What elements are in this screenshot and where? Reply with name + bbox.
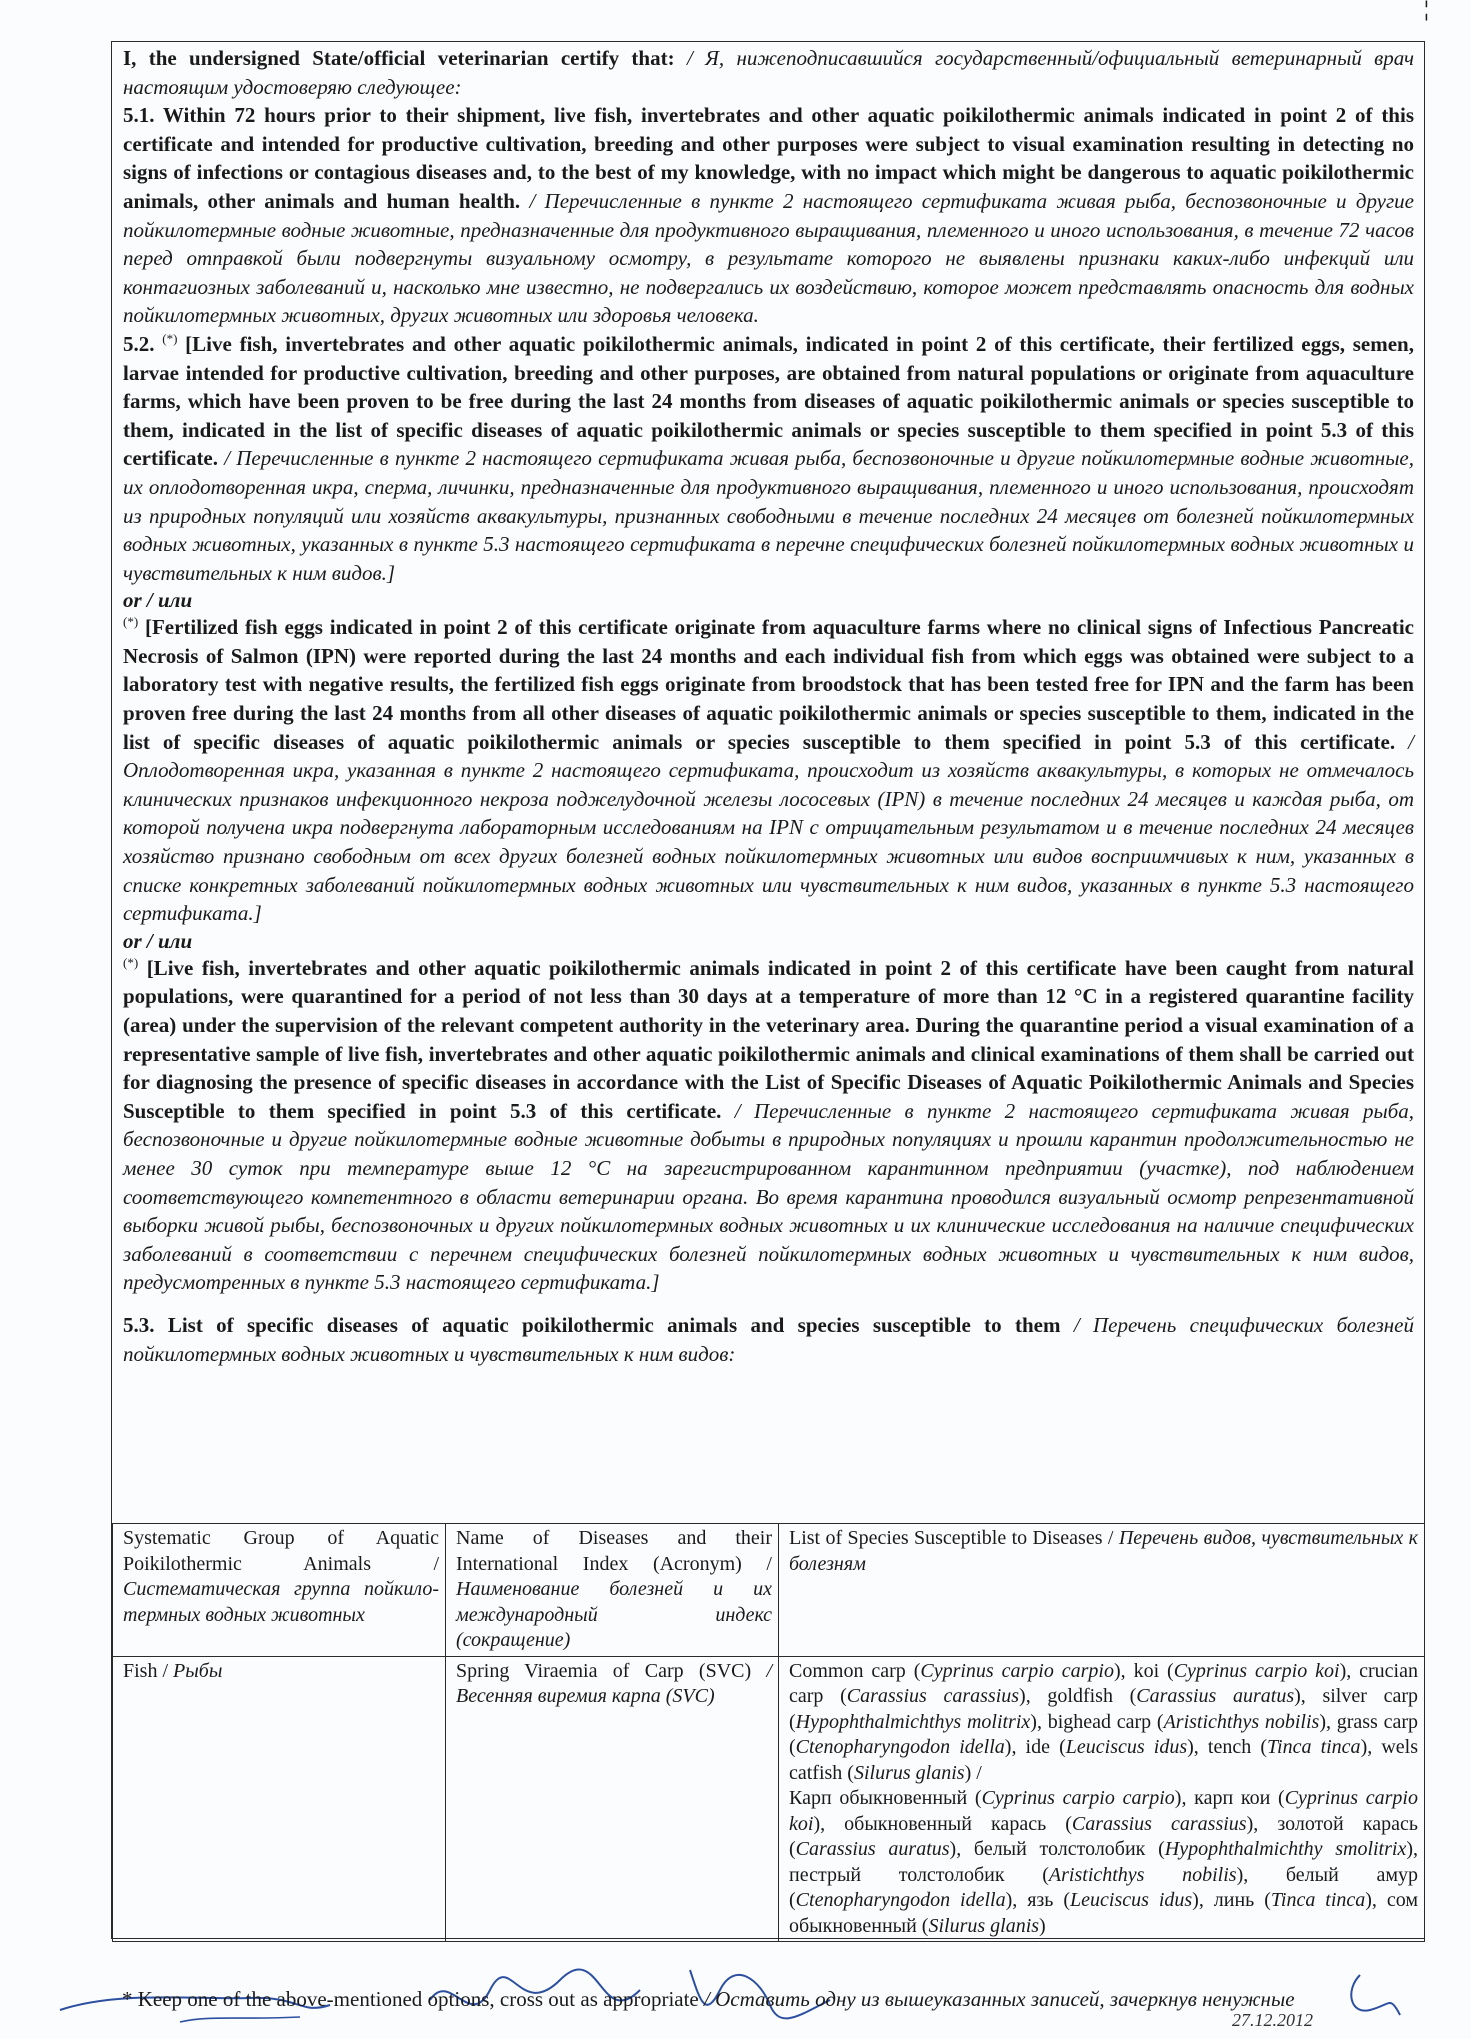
- header-disease-name: [446, 1524, 779, 1657]
- table-row: [113, 1656, 1425, 1942]
- species-latin-name: Leuciscus idus: [1065, 1736, 1188, 1758]
- species-common-name: ), линь (: [1192, 1889, 1271, 1911]
- species-common-name: ), wels catfish (: [789, 1736, 1418, 1784]
- species-common-name: ), язь (: [1005, 1889, 1071, 1911]
- species-latin-name: Carassius carassius: [1071, 1812, 1247, 1835]
- section-5-1-ru: / Перечисленные в пункте 2 настоящего сертификата живая рыба, беспозвоночные и другие пойкилотермные водные животные, предназначенные для продуктивного выращивания, племенного и иного использования, в течение 72 часов перед отправкой были подвергнуты визуальному осмотру, в результате которого не выявлены признаки каких-либо инфекций или контагиозных заболеваний и, насколько мне известно, не подвергались их воздействию, которое может представлять опасность для водных пойкилотермных животных, других животных или здоровья человека.: [123, 188, 1415, 328]
- footnote-marker: (*): [123, 954, 139, 970]
- page-corner-mark: ¦: [1424, 0, 1429, 21]
- species-latin-name: Cyprinus carpio koi: [789, 1787, 1418, 1835]
- species-common-name: ), пестрый толстолобик (: [789, 1838, 1419, 1886]
- species-common-name: ), обыкновенный карась (: [813, 1812, 1072, 1835]
- group-ru: Рыбы: [173, 1659, 223, 1682]
- cell-species: [779, 1656, 1425, 1942]
- species-latin-name: Hypophthalmichthys molitrix: [795, 1710, 1031, 1733]
- species-latin-name: Cyprinus carpio carpio: [981, 1787, 1175, 1809]
- section-5-2-number: 5.2.: [123, 331, 155, 356]
- species-common-name: ), grass carp (: [789, 1710, 1419, 1758]
- disease-en: Spring Viraemia of Carp (SVC): [456, 1659, 752, 1682]
- handwritten-date: 27.12.2012: [1232, 2010, 1313, 2030]
- option-3-paragraph: [123, 954, 1414, 1297]
- species-latin-name: Tinca tinca: [1270, 1889, 1366, 1911]
- option-2-en: [Fertilized fish eggs indicated in point 2 of this certificate originate from aquaculture farms where no clinical signs of Infectious Pancreatic Necrosis of Salmon (IPN) were reported during the last 24 months and each individual fish from which eggs was obtained were subject to a laboratory test with negative results, the fertilized fish eggs originate from broodstock that has been tested free for IPN and the farm has been proven free during the last 24 months from all other diseases of aquatic poikilothermic animals or species susceptible to them, indicated in the list of specific diseases of aquatic poikilothermic animals or species susceptible to them specified in point 5.3 of this certificate.: [123, 615, 1414, 754]
- option-2-paragraph: [123, 613, 1414, 928]
- cell-disease: [446, 1656, 779, 1942]
- species-common-name: ), белый амур (: [789, 1863, 1418, 1911]
- section-5-3-ru: / Перечень специфических болезней пойкилотермных водных животных и чувствительных к ним видов:: [123, 1312, 1414, 1366]
- cell-group: [113, 1656, 446, 1942]
- footnote-marker: (*): [123, 614, 139, 630]
- intro-paragraph: [123, 44, 1414, 101]
- species-latin-name: Aristichthys nobilis: [1048, 1863, 1237, 1886]
- header-disease-en: Name of Diseases and their International Index (Acronym) /: [456, 1527, 772, 1575]
- species-latin-name: Carassius auratus: [1136, 1685, 1295, 1707]
- header-disease-ru: Наименование болезней и их международный индекс (сокращение): [456, 1578, 772, 1651]
- species-common-name: ), goldfish (: [1019, 1685, 1137, 1707]
- header-species-list: [779, 1524, 1425, 1657]
- species-latin-name: Cyprinus carpio carpio: [920, 1659, 1114, 1682]
- section-5-1: [123, 101, 1414, 330]
- header-systematic-group: [113, 1524, 446, 1657]
- species-latin-name: Silurus glanis: [853, 1761, 965, 1784]
- species-list-en: [789, 1660, 1418, 1784]
- disease-ru: / Весенняя виремия карпа (SVC): [456, 1659, 772, 1707]
- section-5-3-en: 5.3. List of specific diseases of aquatic poikilothermic animals and species susceptible to them: [123, 1312, 1061, 1337]
- or-separator-1: or / или: [123, 588, 193, 613]
- species-latin-name: Ctenopharyngodon idella: [795, 1736, 1005, 1758]
- footnote-en: * Keep one of the above-mentioned options, cross out as appropriate: [122, 1987, 699, 2011]
- header-group-en: Systematic Group of Aquatic Poikilothermic Animals /: [123, 1527, 439, 1575]
- species-common-name: Карп обыкновенный (: [789, 1787, 982, 1809]
- header-species-ru: Перечень видов, чувствительных к болезням: [789, 1527, 1418, 1575]
- or-separator-2: or / или: [123, 928, 193, 953]
- option-2-ru: / Оплодотворенная икра, указанная в пункте 2 настоящего сертификата, происходит из хозяйств аквакультуры, в которых не отмечалось клинических признаков инфекционного некроза поджелудочной железы лососевых (IPN) в течение последних 24 месяцев и каждая рыба, от которой получена икра подвергнута лабораторным исследованиям на IPN с отрицательным результатом и в течение последних 24 месяцев хозяйство признано свободным от всех других болезней водных пойкилотермных животных или видов восприимчивых к ним, указанных в списке конкретных заболеваний пойкилотермных водных животных или чувствительных к ним видов, указанных в пункте 5.3 настоящего сертификата.]: [123, 729, 1415, 926]
- footnote-ru: / Оставить одну из вышеуказанных записей, зачеркнув ненужные: [704, 1987, 1295, 2011]
- section-5-1-en: 5.1. Within 72 hours prior to their shipment, live fish, invertebrates and other aquatic poikilothermic animals indicated in point 2 of this certificate and intended for productive cultivation, breeding and other purposes were subject to visual examination resulting in detecting no signs of infections or contagious diseases and, to the best of my knowledge, with no impact which might be dangerous to aquatic poikilothermic animals, other animals and human health.: [123, 103, 1414, 213]
- species-latin-name: Aristichthys nobilis: [1163, 1710, 1320, 1733]
- species-latin-name: Tinca tinca: [1267, 1736, 1361, 1758]
- option-3-ru: / Перечисленные в пункте 2 настоящего сертификата живая рыба, беспозвоночные и другие пойкилотермные водные животные добыты в природных популяциях и прошли карантин продолжительностью не менее 30 суток при температуре выше 12 °C на зарегистрированном карантинном предприятии (участке), под наблюдением соответствующего компетентного в области ветеринарии органа. Во время карантина проводился визуальный осмотр репрезентативной выборки живой рыбы, беспозвоночных и других пойкилотермных водных животных и их клинические исследования на наличие специфических заболеваний в соответствии с перечнем специфических болезней пойкилотермных водных животных и чувствительных к ним видов, предусмотренных в пункте 5.3 настоящего сертификата.]: [123, 1098, 1415, 1295]
- header-species-en: List of Species Susceptible to Diseases /: [789, 1527, 1114, 1549]
- certificate-frame: [111, 41, 1425, 1939]
- section-5-3-heading: [123, 1311, 1414, 1368]
- species-latin-name: Cyprinus carpio koi: [1173, 1659, 1340, 1682]
- species-latin-name: Carassius auratus: [795, 1838, 950, 1860]
- species-common-name: ): [1039, 1914, 1046, 1937]
- species-common-name: ), crucian carp (: [789, 1659, 1418, 1707]
- footnote-marker: (*): [162, 330, 178, 346]
- species-latin-name: Carassius carassius: [846, 1685, 1020, 1707]
- species-common-name: ), карп кои (: [1174, 1787, 1285, 1809]
- diseases-table: [112, 1523, 1425, 1942]
- group-en: Fish /: [123, 1659, 169, 1682]
- species-common-name: Common carp (: [789, 1659, 921, 1682]
- footnote: [122, 1986, 1372, 2012]
- option-3-en: [Live fish, invertebrates and other aquatic poikilothermic animals indicated in point 2 of this certificate have been caught from natural populations, were quarantined for a period of not less than 30 days at a temperature of more than 12 °C in a registered quarantine facility (area) under the supervision of the relevant competent authority in the veterinary area. During the quarantine period a visual examination of a representative sample of live fish, invertebrates and other aquatic poikilothermic animals and clinical examinations of them shall be carried out for diagnosing the presence of specific diseases in accordance with the List of Specific Diseases of Aquatic Poikilothermic Animals and Species Susceptible to them specified in point 5.3 of this certificate.: [123, 955, 1414, 1123]
- species-list-ru: [789, 1787, 1418, 1937]
- species-common-name: ), tench (: [1187, 1736, 1267, 1758]
- section-5-2-ru: / Перечисленные в пункте 2 настоящего сертификата живая рыба, беспозвоночные и другие пойкилотермные водные животные, их оплодотворенная икра, сперма, личинки, предназначенные для продуктивного выращивания, племенного и иного использования, происходят из природных популяций или хозяйств аквакультуры, признанных свободными в течение последних 24 месяцев от болезней пойкилотермных водных животных, указанных в пункте 5.3 настоящего сертификата в перечне специфических болезней пойкилотермных водных животных и чувствительных к ним видов.]: [123, 446, 1415, 585]
- species-latin-name: Ctenopharyngodon idella: [795, 1889, 1006, 1911]
- species-common-name: ), сом обыкновенный (: [789, 1889, 1419, 1937]
- species-latin-name: Silurus glanis: [928, 1914, 1040, 1937]
- species-common-name: ), silver carp (: [789, 1685, 1418, 1733]
- table-header-row: [113, 1524, 1425, 1657]
- species-common-name: ) /: [964, 1761, 982, 1784]
- species-latin-name: Hypophthalmichthy smolitrix: [1164, 1838, 1407, 1860]
- species-common-name: ), белый толстолобик (: [949, 1838, 1165, 1860]
- header-group-ru: Систематическая группа пойкило-термных водных животных: [123, 1578, 439, 1626]
- species-common-name: ), золотой карась (: [789, 1812, 1418, 1860]
- intro-en: I, the undersigned State/official veterinarian certify that:: [123, 46, 675, 70]
- species-common-name: ), bighead carp (: [1030, 1710, 1164, 1733]
- species-common-name: ), koi (: [1114, 1659, 1174, 1682]
- section-5-2: [123, 330, 1414, 587]
- intro-ru: / Я, нижеподписавшийся государственный/официальный ветеринарный врач настоящим удостоверяю следующее:: [123, 46, 1414, 99]
- section-5-2-en: [Live fish, invertebrates and other aquatic poikilothermic animals, indicated in point 2 of this certificate, their fertilized eggs, semen, larvae intended for productive cultivation, breeding and other purposes, are obtained from natural populations or originate from aquaculture farms, which have been proven to be free during the last 24 months from diseases of aquatic poikilothermic animals or species susceptible to them, indicated in the list of specific diseases of aquatic poikilothermic animals or species susceptible to them specified in point 5.3 of this certificate.: [123, 331, 1414, 471]
- species-common-name: ), ide (: [1004, 1736, 1066, 1758]
- species-latin-name: Leuciscus idus: [1070, 1889, 1193, 1911]
